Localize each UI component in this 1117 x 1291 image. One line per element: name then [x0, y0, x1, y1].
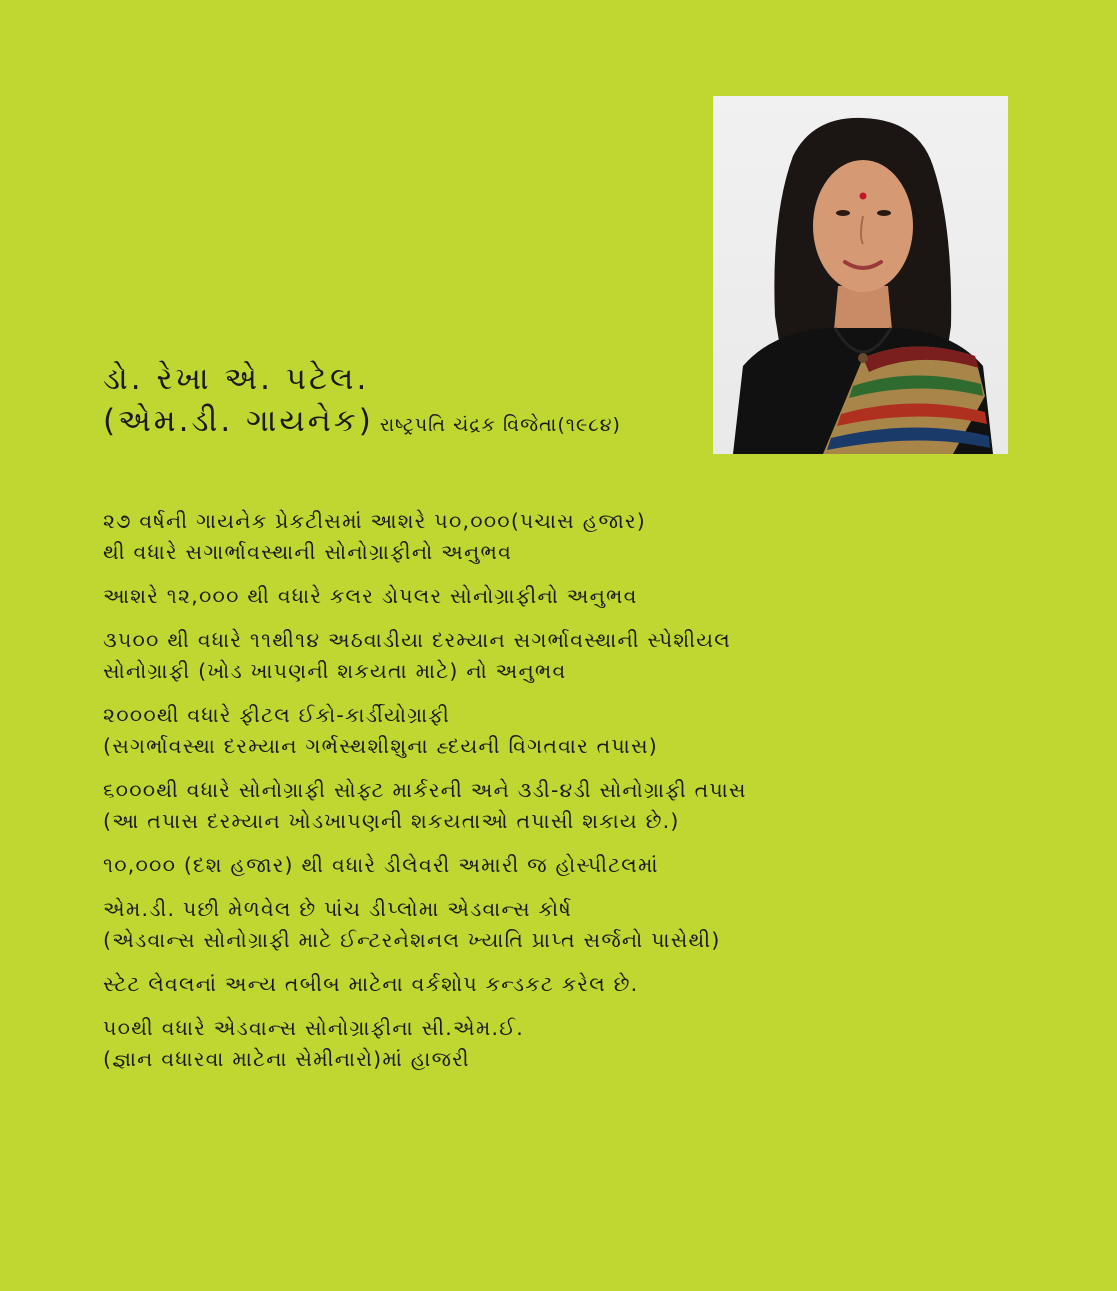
achievements-list	[103, 506, 1083, 1088]
achievement-item	[103, 581, 1083, 612]
achievement-line: સ્ટેટ લેવલનાં અન્ય તબીબ માટેના વર્કશોપ કન્ડકટ કરેલ છે.	[103, 972, 639, 996]
achievement-line: સોનોગ્રાફી (ખોડ ખાપણની શકયતા માટે) નો અનુભવ	[103, 659, 567, 683]
doctor-photo	[713, 96, 1008, 454]
achievement-item	[103, 625, 1083, 687]
achievement-item	[103, 506, 1083, 568]
award-text: રાષ્ટ્રપતિ ચંદ્રક વિજેતા(૧૯૮૪)	[379, 414, 621, 436]
achievement-line: થી વધારે સગાર્ભાવસ્થાની સોનોગ્રાફીનો અનુભવ	[103, 540, 513, 564]
achievement-line: આશરે ૧૨,૦૦૦ થી વધારે કલર ડોપલર સોનોગ્રાફીનો અનુભવ	[103, 584, 638, 608]
achievement-line: ૨૦૦૦થી વધારે ફીટલ ઈકો-કાર્ડીયોગ્રાફી	[103, 703, 451, 727]
achievement-item	[103, 700, 1083, 762]
achievement-line: (એડવાન્સ સોનોગ્રાફી માટે ઈન્ટરનેશનલ ખ્યાતિ પ્રાપ્ત સર્જનો પાસેથી)	[103, 928, 721, 952]
doctor-name: ડો. રેખા એ. પટેલ.	[103, 361, 370, 397]
achievement-line: ૫૦થી વધારે એડવાન્સ સોનોગ્રાફીના સી.એમ.ઈ.	[103, 1016, 524, 1040]
qualification-line	[103, 400, 621, 447]
achievement-line: એમ.ડી. પછી મેળવેલ છે પાંચ ડીપ્લોમા એડવાન્સ કોર્ષ	[103, 897, 572, 921]
achievement-line: (જ્ઞાન વધારવા માટેના સેમીનારો)માં હાજરી	[103, 1047, 470, 1071]
achievement-line: ૨૭ વર્ષની ગાયનેક પ્રેકટીસમાં આશરે ૫૦,૦૦૦(પચાસ હજાર)	[103, 509, 647, 533]
achievement-line: ૩૫૦૦ થી વધારે ૧૧થી૧૪ અઠવાડીયા દરમ્યાન સગર્ભાવસ્થાની સ્પેશીયલ	[103, 628, 731, 652]
qualification: (એમ.ડી. ગાયનેક)	[103, 403, 374, 439]
achievement-item	[103, 850, 1083, 881]
achievement-line: ૧૦,૦૦૦ (દશ હજાર) થી વધારે ડીલેવરી અમારી જ હોસ્પીટલમાં	[103, 853, 659, 877]
achievement-item	[103, 894, 1083, 956]
achievement-item	[103, 1013, 1083, 1075]
achievement-item	[103, 969, 1083, 1000]
profile-header	[103, 358, 621, 447]
achievement-line: ૬૦૦૦થી વધારે સોનોગ્રાફી સોફ્ટ માર્કરની અને ૩ડી-૪ડી સોનોગ્રાફી તપાસ	[103, 778, 747, 802]
achievement-item	[103, 775, 1083, 837]
achievement-line: (સગર્ભાવસ્થા દરમ્યાન ગર્ભસ્થશીશુના હ્દયની વિગતવાર તપાસ)	[103, 734, 658, 758]
portrait-icon	[713, 96, 1008, 454]
achievement-line: (આ તપાસ દરમ્યાન ખોડખાપણની શકયતાઓ તપાસી શકાય છે.)	[103, 809, 680, 833]
